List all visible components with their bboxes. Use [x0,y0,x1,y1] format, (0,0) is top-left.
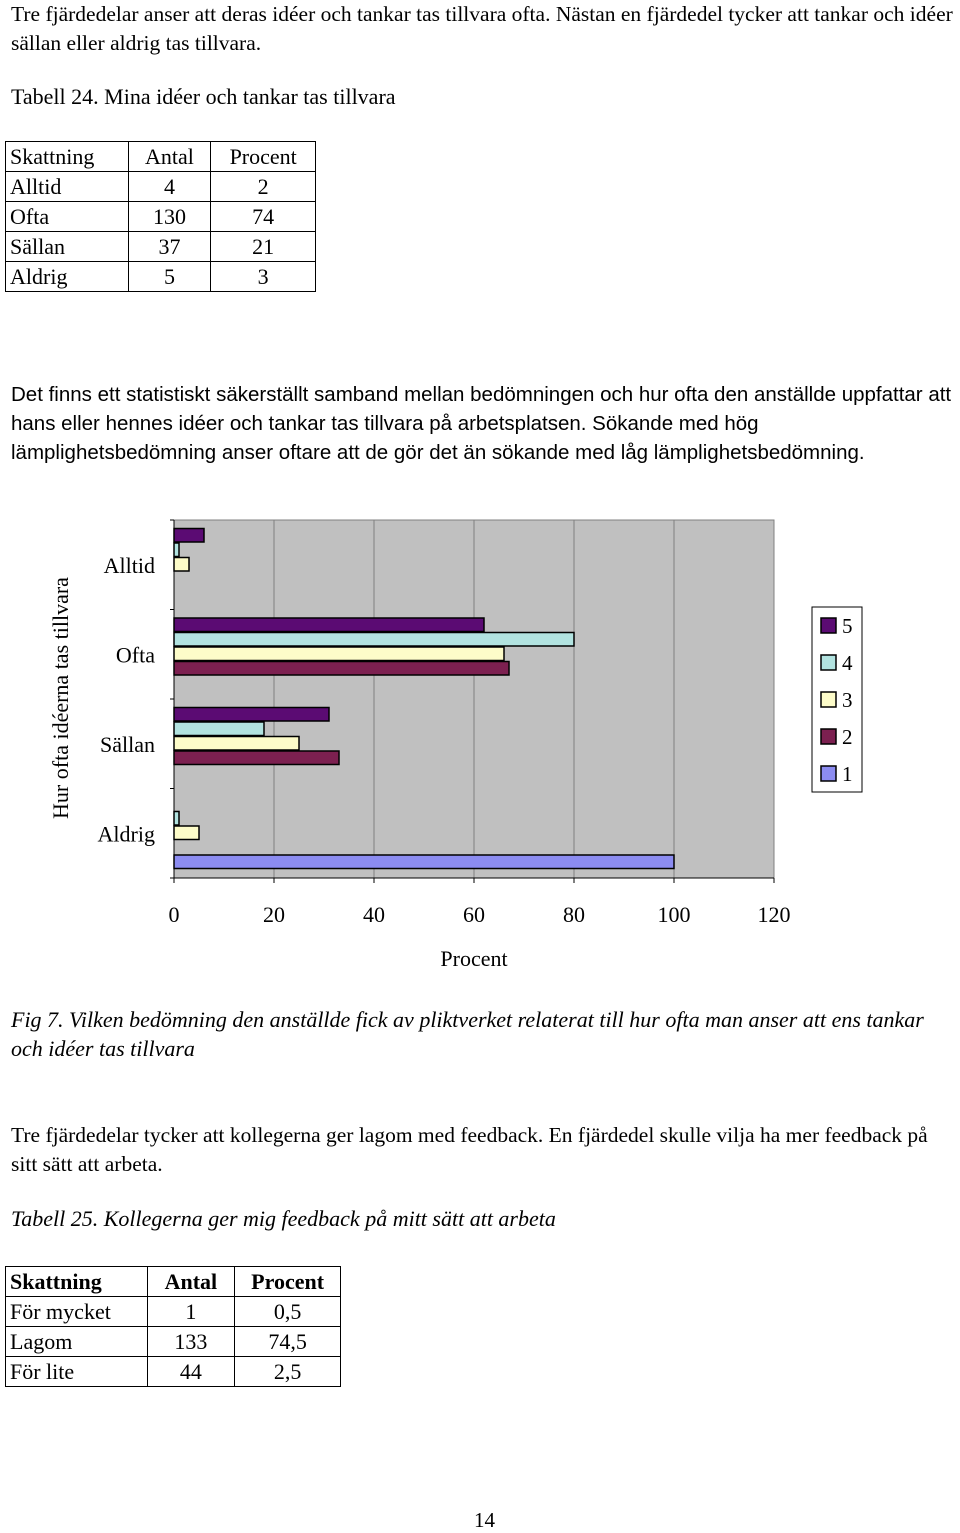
table-header-cell: Antal [128,142,211,172]
table-cell: För mycket [6,1297,148,1327]
bar-4-alltid [174,543,179,557]
x-axis-title: Procent [440,946,508,971]
table-cell: 5 [128,262,211,292]
table-cell: Sällan [6,232,129,262]
table-cell: Ofta [6,202,129,232]
table-header-cell: Skattning [6,142,129,172]
table-cell: 74 [211,202,316,232]
table-header-row [6,1267,341,1297]
bar-2-ofta [174,662,509,676]
bar-2-sällan [174,751,339,765]
x-tick-label: 80 [563,902,585,927]
table-row [6,172,316,202]
bar-3-aldrig [174,826,199,840]
legend-swatch [821,655,836,670]
legend-label: 5 [842,614,853,638]
bar-3-alltid [174,558,189,572]
table-cell: Lagom [6,1327,148,1357]
table-cell: 2,5 [235,1357,341,1387]
bar-4-ofta [174,633,574,647]
table24-caption [11,84,396,110]
bar-4-aldrig [174,812,179,826]
fig7-caption: Fig 7. Vilken bedömning den anställde fick av pliktverket relaterat till hur ofta man anser att ens tankar och idéer tas tillvara [11,1007,924,1061]
table-header-cell: Antal [147,1267,235,1297]
legend-swatch [821,618,836,633]
x-tick-label: 120 [757,902,791,927]
table-cell: 21 [211,232,316,262]
table-cell: 133 [147,1327,235,1357]
table25 [5,1266,341,1387]
bar-3-ofta [174,647,504,661]
table-row [6,202,316,232]
category-label: Ofta [115,642,155,668]
chart-legend [812,607,862,792]
table-row [6,1327,341,1357]
table-row [6,1357,341,1387]
fig7-chart [0,510,960,990]
table-cell: Aldrig [6,262,129,292]
bar-4-sällan [174,722,264,736]
bar-5-ofta [174,618,484,632]
legend-box [812,607,862,792]
page-number: 14 [474,1508,495,1532]
table24-caption-text: Tabell 24. Mina idéer och tankar tas tillvara [11,84,396,109]
analysis-paragraph: Det finns ett statistiskt säkerställt samband mellan bedömningen och hur ofta den anställde uppfattar att hans eller hennes idéer och tankar tas tillvara på arbetsplatsen. Sökande med hög lämplighetsbedömning anser oftare att de gör det än sökande med låg lämplighetsbedömning. [11,383,952,464]
bar-3-sällan [174,737,299,751]
bar-5-sällan [174,708,329,722]
legend-swatch [821,766,836,781]
x-tick-label: 20 [263,902,285,927]
table-row [6,232,316,262]
table-row [6,262,316,292]
table-row [6,1297,341,1327]
bar-5-alltid [174,529,204,543]
table-cell: 2 [211,172,316,202]
table-cell: 130 [128,202,211,232]
table-cell: 0,5 [235,1297,341,1327]
x-tick-label: 0 [168,902,180,927]
legend-label: 2 [842,725,853,749]
x-tick-label: 60 [463,902,485,927]
table24 [5,141,316,292]
x-tick-label: 40 [363,902,385,927]
table-cell: 74,5 [235,1327,341,1357]
table-cell: 3 [211,262,316,292]
table-header-cell: Procent [235,1267,341,1297]
plot-area [170,520,774,883]
category-label: Alltid [103,552,155,578]
table-cell: 37 [128,232,211,262]
table-cell: 4 [128,172,211,202]
table-cell: 1 [147,1297,235,1327]
intro-paragraph: Tre fjärdedelar anser att deras idéer och tankar tas tillvara ofta. Nästan en fjärdedel tycker att tankar och idéer sällan eller aldrig tas tillvara. [11,2,953,55]
legend-label: 3 [842,688,853,712]
legend-swatch [821,729,836,744]
table-cell: 44 [147,1357,235,1387]
bar-1-aldrig [174,855,674,869]
table25-caption: Tabell 25. Kollegerna ger mig feedback på mitt sätt att arbeta [11,1206,556,1231]
category-label: Aldrig [97,821,155,847]
x-tick-label: 100 [657,902,691,927]
table-cell: Alltid [6,172,129,202]
table-header-row [6,142,316,172]
table-cell: För lite [6,1357,148,1387]
legend-label: 1 [842,762,853,786]
legend-swatch [821,692,836,707]
feedback-paragraph: Tre fjärdedelar tycker att kollegerna ger lagom med feedback. En fjärdedel skulle vilja ha mer feedback på sitt sätt att arbeta. [11,1123,928,1176]
table-header-cell: Procent [211,142,316,172]
category-label: Sällan [100,731,155,757]
table-header-cell: Skattning [6,1267,148,1297]
legend-label: 4 [842,651,853,675]
y-axis-title: Hur ofta idéerna tas tillvara [48,577,73,819]
